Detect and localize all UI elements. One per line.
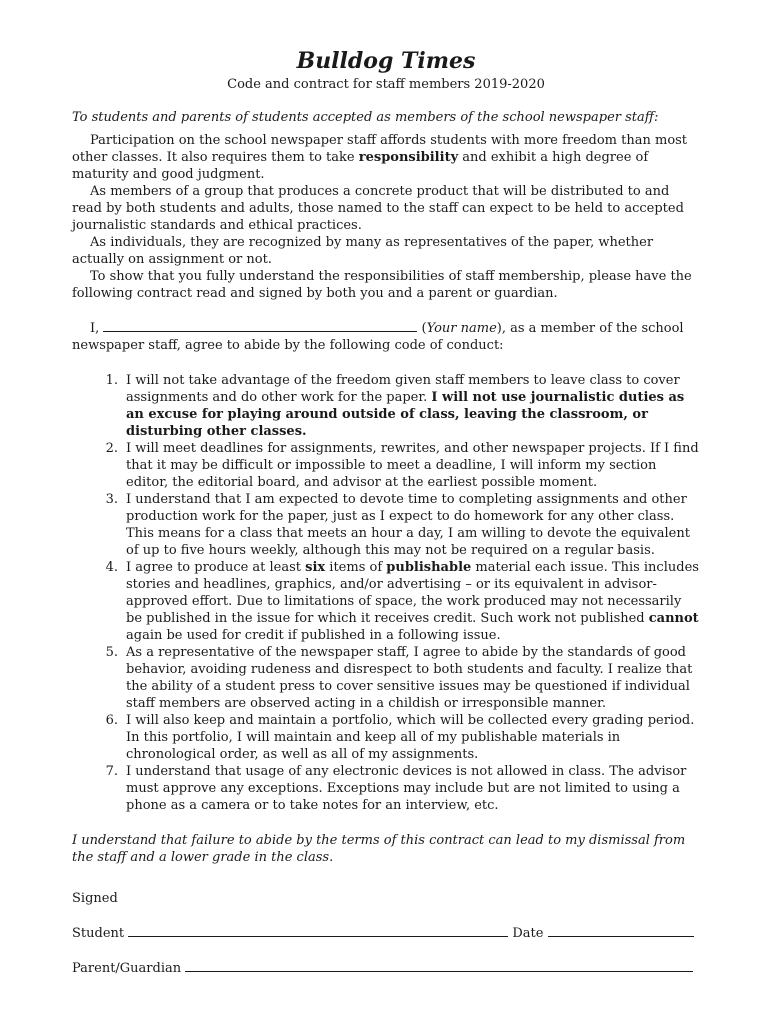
list-item-text: As a representative of the newspaper staff, I agree to abide by the standards of good behavior, avoiding rudeness and disrespect to both students and faculty. I realize that the ability of a student press to cover sensitive issues may be questioned if individual staff members are observed acting in a childish or irresponsible manner. [126,645,693,711]
paragraph-1-bold: responsibility [358,150,459,165]
pledge-paragraph [72,318,700,354]
date-line[interactable] [548,923,694,937]
list-item-text: I understand that I am expected to devote time to completing assignments and other production work for the paper, just as I expect to do homework for any other class. This means for a class that meets an hour a day, I am willing to devote the equivalent of up to five hours weekly, although this may not be required on a regular basis. [126,492,690,558]
signed-label: Signed [72,891,118,906]
name-hint: Your name [426,321,497,336]
list-item-number: 4. [105,560,118,575]
list-item-text: I will also keep and maintain a portfolio, which will be collected every grading period. In this portfolio, I will maintain and keep all of my publishable materials in chronological order, as well as all of my assignments. [126,713,695,762]
pledge-open-paren: ( [417,321,427,336]
paragraph-1-text-a: Participation on the school newspaper staff affords students with more freedom than most other classes. It also requires them to take [72,133,688,165]
pledge-suffix: ), as a member of the school newspaper staff, agree to abide by the following code of conduct: [72,321,684,353]
code-of-conduct-list [72,372,700,814]
list-item [72,372,700,440]
intro-line: To students and parents of students accepted as members of the school newspaper staff: [72,110,659,125]
list-item-number: 2. [105,441,118,456]
list-item-text: I understand that usage of any electronic devices is not allowed in class. The advisor must approve any exceptions. Exceptions may include but are not limited to using a phone as a camera or to take notes for an interview, etc. [126,764,687,813]
parent-signature-line[interactable] [185,958,693,972]
list-item [72,491,700,559]
list-item-text-a: I will not take advantage of the freedom given staff members to leave class to cover assignments and do other work for the paper. [126,373,680,405]
pledge-prefix: I, [90,321,104,336]
list-item [72,559,700,644]
list-item-text-d: again be used for credit if published in a following issue. [126,628,501,643]
paragraph-2: As members of a group that produces a concrete product that will be distributed to and read by both students and adults, those named to the staff can expect to be held to accepted journalistic standards and ethical practices. [72,184,684,233]
paragraph-3: As individuals, they are recognized by many as representatives of the paper, whether actually on assignment or not. [72,235,654,267]
student-signature-row [72,923,700,942]
list-item-text-c: material each issue. This includes stories and headlines, graphics, and/or advertising – or its equivalent in advisor-approved effort. Due to limitations of space, the work produced may not necessarily be published in the issue for which it receives credit. Such work not published [126,560,699,626]
student-label: Student [72,926,129,941]
page-subtitle: Code and contract for staff members 2019-2020 [227,77,545,92]
list-item [72,440,700,491]
paragraph-1-text-b: and exhibit a high degree of maturity and good judgment. [72,150,649,182]
list-item-number: 3. [105,492,118,507]
list-item-text-a: I agree to produce at least [126,560,306,575]
contract-page [72,48,700,977]
date-label: Date [508,926,548,941]
paragraph-1 [72,132,700,183]
list-item-text-b: items of [325,560,387,575]
list-item-number: 5. [105,645,118,660]
list-item [72,763,700,814]
list-item-text [118,372,700,440]
list-item-bold-3: cannot [648,611,699,626]
list-item-number: 6. [105,713,118,728]
list-item [72,644,700,712]
parent-signature-row [72,958,700,977]
parent-guardian-label: Parent/Guardian [72,961,186,976]
list-item-text [118,559,700,644]
list-item-text: I will meet deadlines for assignments, rewrites, and other newspaper projects. If I find that it may be difficult or impossible to meet a deadline, I will inform my section editor, the editorial board, and advisor at the earliest possible moment. [126,441,699,490]
list-item-number: 7. [105,764,118,779]
list-item-number: 1. [105,373,118,388]
list-item [72,712,700,763]
student-signature-line[interactable] [128,923,508,937]
list-item-bold: six [305,560,326,575]
page-title: Bulldog Times [296,48,476,74]
paragraph-4: To show that you fully understand the responsibilities of staff membership, please have the following contract read and signed by both you and a parent or guardian. [72,269,692,301]
list-item-bold-2: publishable [386,560,472,575]
name-blank-line[interactable] [103,318,417,332]
list-item-bold: I will not use journalistic duties as an excuse for playing around outside of class, leaving the classroom, or disturbing other classes. [126,390,685,439]
closing-statement: I understand that failure to abide by the terms of this contract can lead to my dismissal from the staff and a lower grade in the class. [72,833,686,865]
